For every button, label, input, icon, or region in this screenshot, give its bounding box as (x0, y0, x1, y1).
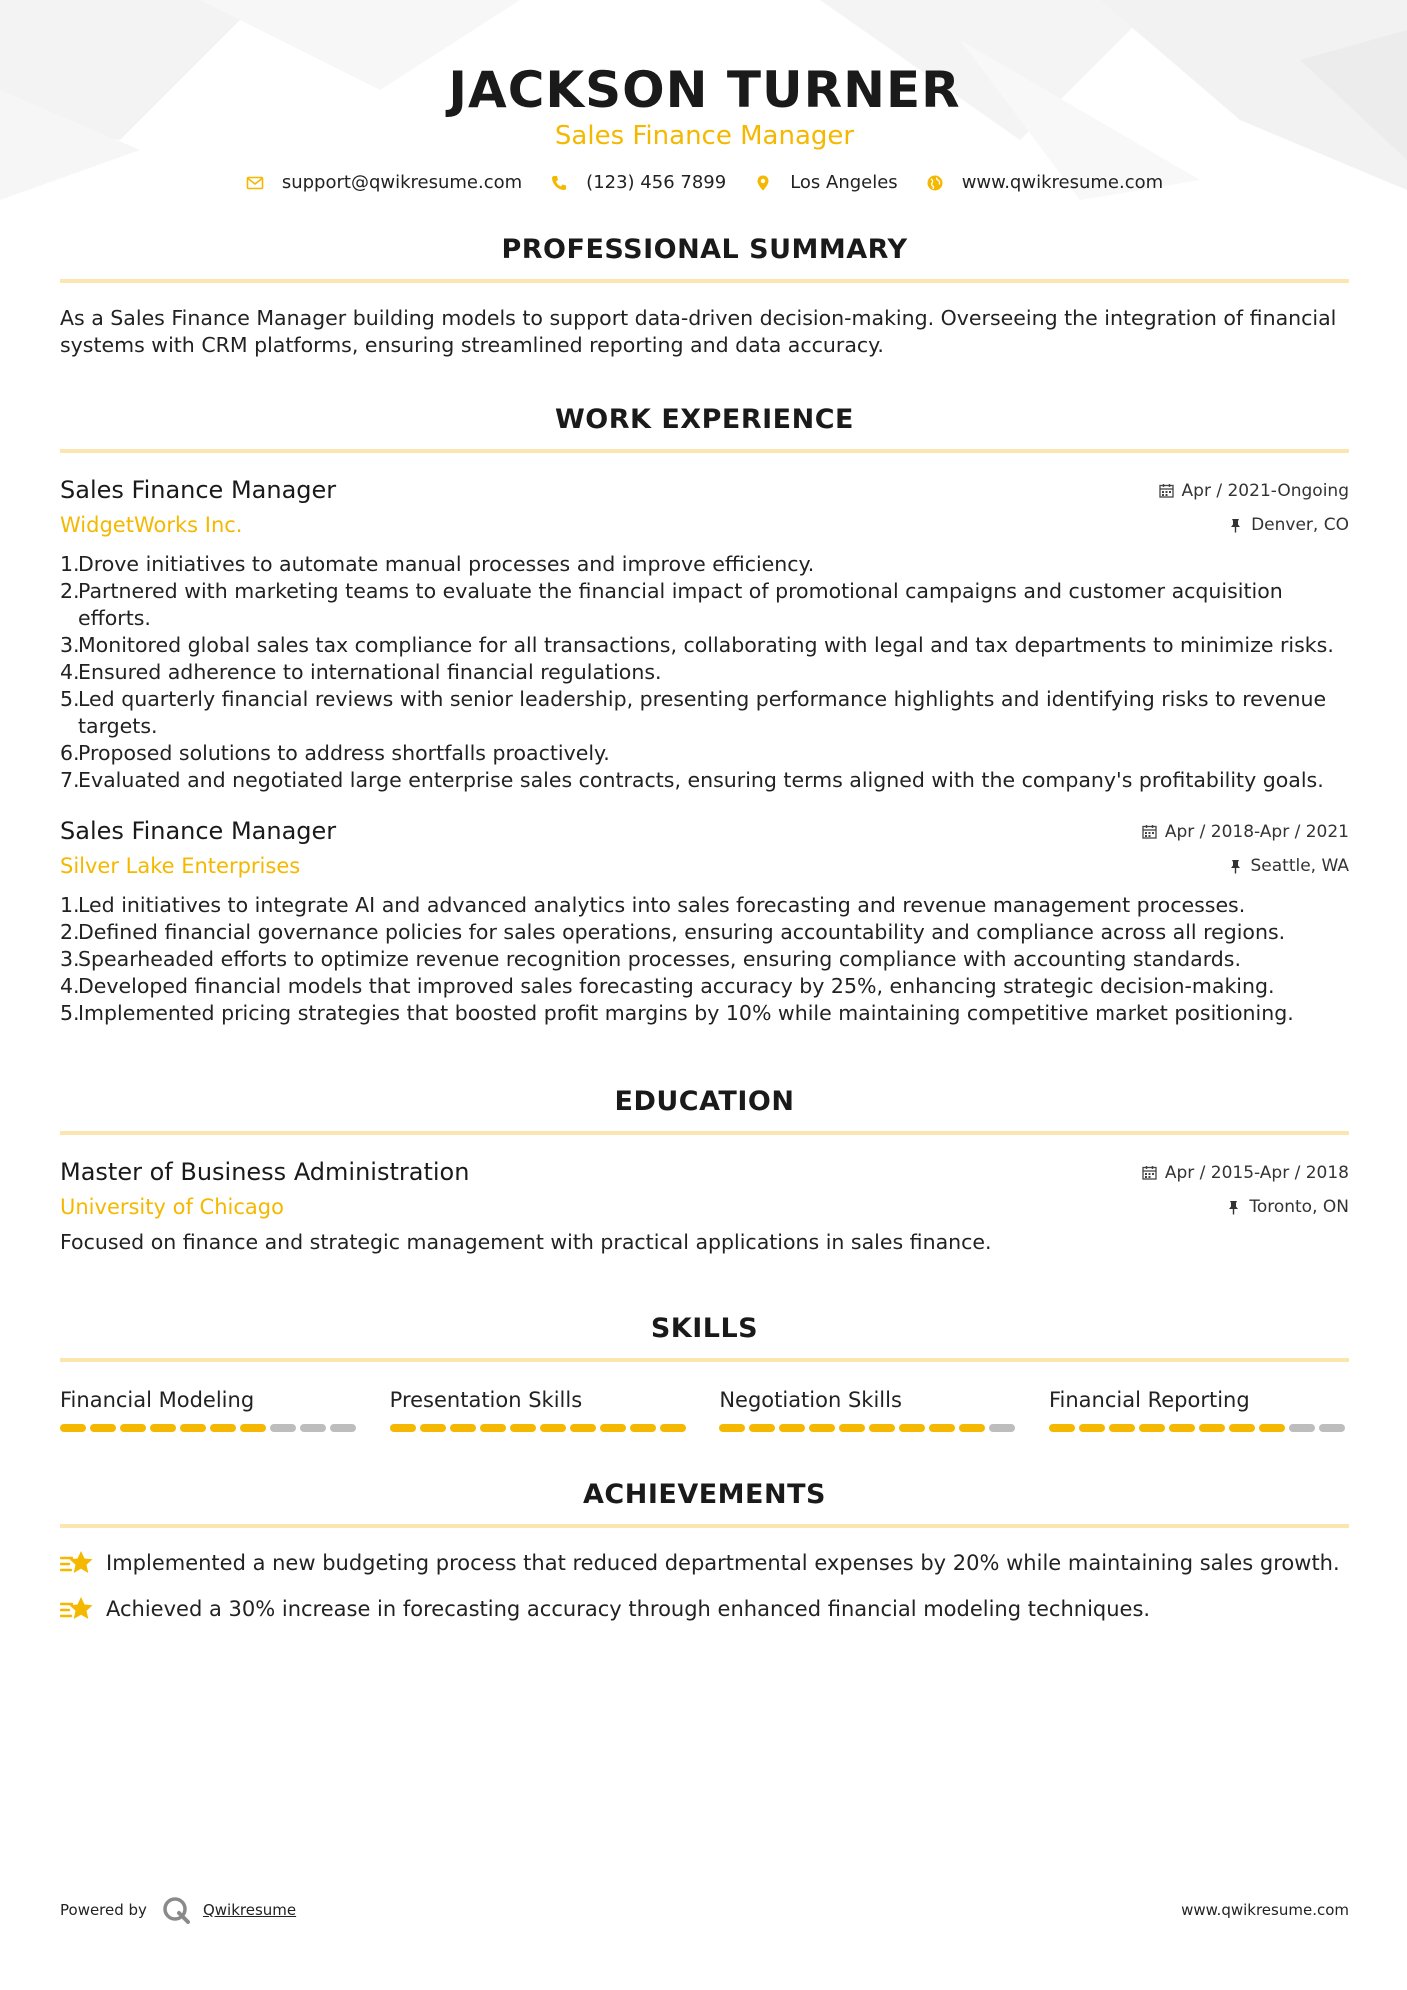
skill-dot-filled (510, 1424, 536, 1432)
list-item: 2. Partnered with marketing teams to evaluate the financial impact of promotional campaigns and customer acquisition efforts. (60, 579, 1283, 630)
achievements-heading: ACHIEVEMENTS (583, 1479, 826, 1510)
skill-dot-filled (480, 1424, 506, 1432)
skill-level-bar (1049, 1424, 1349, 1432)
skill-level-bar (719, 1424, 1019, 1432)
job-entry (60, 475, 1349, 794)
skill-dot-filled (660, 1424, 686, 1432)
skill-name: Negotiation Skills (719, 1388, 902, 1412)
section-divider (60, 449, 1349, 453)
candidate-title: Sales Finance Manager (554, 121, 855, 151)
skill-dot-filled (390, 1424, 416, 1432)
job-dates-text: Apr / 2021-Ongoing (1181, 480, 1349, 501)
list-item: 2. Defined financial governance policies for sales operations, ensuring accountability and compliance across all regions. (60, 920, 1286, 944)
skill-dot-filled (210, 1424, 236, 1432)
skill-dot-filled (450, 1424, 476, 1432)
resume-page (60, 0, 1349, 1624)
skills-section (60, 1312, 1349, 1432)
achievement-text: Achieved a 30% increase in forecasting accuracy through enhanced financial modeling techniques. (106, 1597, 1151, 1621)
list-item: 5. Led quarterly financial reviews with senior leadership, presenting performance highlights and identifying risks to revenue targets. (60, 687, 1327, 738)
education-description: Focused on finance and strategic management with practical applications in sales finance. (60, 1230, 992, 1254)
pushpin-icon (1228, 518, 1243, 533)
contact-website-text: www.qwikresume.com (961, 172, 1164, 193)
skill-dot-empty (1289, 1424, 1315, 1432)
job-duties-list (60, 892, 1349, 1027)
skill-dot-filled (240, 1424, 266, 1432)
job-location-text: Denver, CO (1251, 515, 1349, 535)
education-section (60, 1085, 1349, 1256)
skill-item (1049, 1386, 1349, 1432)
summary-section (60, 233, 1349, 359)
qwikresume-logo-icon (161, 1895, 191, 1925)
job-role: Sales Finance Manager (60, 817, 337, 845)
education-entry (60, 1157, 1349, 1256)
section-divider (60, 279, 1349, 283)
skill-dot-filled (570, 1424, 596, 1432)
list-item: 6. Proposed solutions to address shortfalls proactively. (60, 741, 610, 765)
skill-dot-filled (60, 1424, 86, 1432)
skill-dot-filled (150, 1424, 176, 1432)
job-location-text: Seattle, WA (1250, 856, 1349, 876)
job-company: Silver Lake Enterprises (60, 854, 301, 878)
globe-icon (926, 174, 944, 192)
experience-heading: WORK EXPERIENCE (555, 404, 854, 435)
education-dates (1142, 1163, 1349, 1183)
brand-link[interactable]: Qwikresume (202, 1901, 297, 1919)
skill-dot-empty (989, 1424, 1015, 1432)
job-entry (60, 816, 1349, 1027)
experience-section (60, 403, 1349, 1027)
calendar-icon (1159, 483, 1174, 498)
list-item: 4. Ensured adherence to international financial regulations. (60, 660, 662, 684)
skill-dot-filled (1199, 1424, 1225, 1432)
job-role: Sales Finance Manager (60, 476, 337, 504)
skill-dot-filled (779, 1424, 805, 1432)
powered-by-label: Powered by (60, 1901, 147, 1919)
skill-dot-filled (540, 1424, 566, 1432)
job-company: WidgetWorks Inc. (60, 513, 243, 537)
list-item: 1. Led initiatives to integrate AI and advanced analytics into sales forecasting and revenue management processes. (60, 893, 1246, 917)
skill-dot-filled (1139, 1424, 1165, 1432)
education-location (1226, 1197, 1349, 1217)
job-location (1228, 856, 1350, 876)
contact-location (754, 172, 898, 193)
list-item: 1. Drove initiatives to automate manual processes and improve efficiency. (60, 552, 815, 576)
job-duties-list (60, 551, 1349, 794)
skill-dot-empty (330, 1424, 356, 1432)
skill-item (60, 1386, 360, 1432)
contact-email[interactable] (246, 172, 522, 193)
shooting-star-icon (60, 1548, 94, 1578)
skill-dot-filled (809, 1424, 835, 1432)
education-school: University of Chicago (60, 1195, 284, 1219)
skill-dot-filled (600, 1424, 626, 1432)
skill-dot-filled (90, 1424, 116, 1432)
skill-level-bar (60, 1424, 360, 1432)
list-item: 3. Spearheaded efforts to optimize revenue recognition processes, ensuring compliance with accounting standards. (60, 947, 1241, 971)
skill-dot-filled (959, 1424, 985, 1432)
skill-dot-filled (180, 1424, 206, 1432)
skill-dot-filled (1169, 1424, 1195, 1432)
phone-icon (550, 174, 568, 192)
job-dates (1142, 822, 1349, 842)
shooting-star-icon (60, 1594, 94, 1624)
skill-dot-empty (1319, 1424, 1345, 1432)
contact-bar (60, 172, 1349, 193)
skill-dot-filled (929, 1424, 955, 1432)
pushpin-icon (1228, 859, 1243, 874)
contact-email-text: support@qwikresume.com (281, 172, 523, 193)
skill-name: Financial Reporting (1048, 1388, 1250, 1412)
job-dates-text: Apr / 2018-Apr / 2021 (1164, 821, 1349, 842)
education-dates-text: Apr / 2015-Apr / 2018 (1164, 1162, 1349, 1183)
skill-item (390, 1386, 690, 1432)
achievement-text: Implemented a new budgeting process that reduced departmental expenses by 20% while maintaining sales growth. (106, 1551, 1340, 1575)
list-item: 3. Monitored global sales tax compliance for all transactions, collaborating with legal and tax departments to minimize risks. (60, 633, 1334, 657)
achievement-item (60, 1548, 1349, 1578)
skill-item (719, 1386, 1019, 1432)
contact-location-text: Los Angeles (790, 172, 898, 193)
section-divider (60, 1524, 1349, 1528)
resume-header (60, 0, 1349, 193)
skill-dot-filled (1049, 1424, 1075, 1432)
skill-dot-filled (719, 1424, 745, 1432)
skill-dot-filled (120, 1424, 146, 1432)
skill-dot-filled (1079, 1424, 1105, 1432)
achievements-section (60, 1478, 1349, 1624)
skills-heading: SKILLS (650, 1313, 759, 1344)
footer-website-link[interactable]: www.qwikresume.com (1181, 1901, 1349, 1919)
skill-dot-filled (899, 1424, 925, 1432)
list-item: 7. Evaluated and negotiated large enterprise sales contracts, ensuring terms aligned with the company's profitability goals. (60, 768, 1324, 792)
calendar-icon (1142, 1165, 1157, 1180)
summary-text: As a Sales Finance Manager building models to support data-driven decision-making. Overseeing the integration of financial systems with CRM platforms, ensuring streamlined reporting and data accuracy. (60, 306, 1337, 357)
envelope-icon (246, 174, 264, 192)
education-location-text: Toronto, ON (1249, 1197, 1349, 1217)
contact-phone-text: (123) 456 7899 (586, 172, 727, 193)
resume-footer (60, 1895, 1349, 1925)
contact-phone[interactable] (550, 172, 726, 193)
skill-dot-filled (869, 1424, 895, 1432)
skill-dot-filled (420, 1424, 446, 1432)
skill-dot-filled (1229, 1424, 1255, 1432)
skill-dot-filled (1259, 1424, 1285, 1432)
skill-dot-filled (839, 1424, 865, 1432)
contact-website[interactable] (926, 172, 1163, 193)
candidate-name: JACKSON TURNER (448, 61, 961, 119)
skill-level-bar (390, 1424, 690, 1432)
calendar-icon (1142, 824, 1157, 839)
skill-name: Financial Modeling (60, 1388, 255, 1412)
job-location (1228, 515, 1349, 535)
skill-dot-empty (300, 1424, 326, 1432)
pushpin-icon (1226, 1200, 1241, 1215)
section-divider (60, 1358, 1349, 1362)
skill-dot-empty (270, 1424, 296, 1432)
education-degree: Master of Business Administration (60, 1158, 470, 1186)
list-item: 5. Implemented pricing strategies that boosted profit margins by 10% while maintaining competitive market positioning. (60, 1001, 1294, 1025)
job-dates (1159, 481, 1349, 501)
section-divider (60, 1131, 1349, 1135)
achievement-item (60, 1594, 1349, 1624)
map-pin-icon (754, 174, 772, 192)
skill-dot-filled (1109, 1424, 1135, 1432)
list-item: 4. Developed financial models that improved sales forecasting accuracy by 25%, enhancing strategic decision-making. (60, 974, 1275, 998)
summary-heading: PROFESSIONAL SUMMARY (501, 234, 908, 265)
skill-dot-filled (749, 1424, 775, 1432)
skill-name: Presentation Skills (389, 1388, 583, 1412)
powered-by (60, 1895, 296, 1925)
skills-grid (60, 1386, 1349, 1432)
skill-dot-filled (630, 1424, 656, 1432)
education-heading: EDUCATION (614, 1086, 795, 1117)
